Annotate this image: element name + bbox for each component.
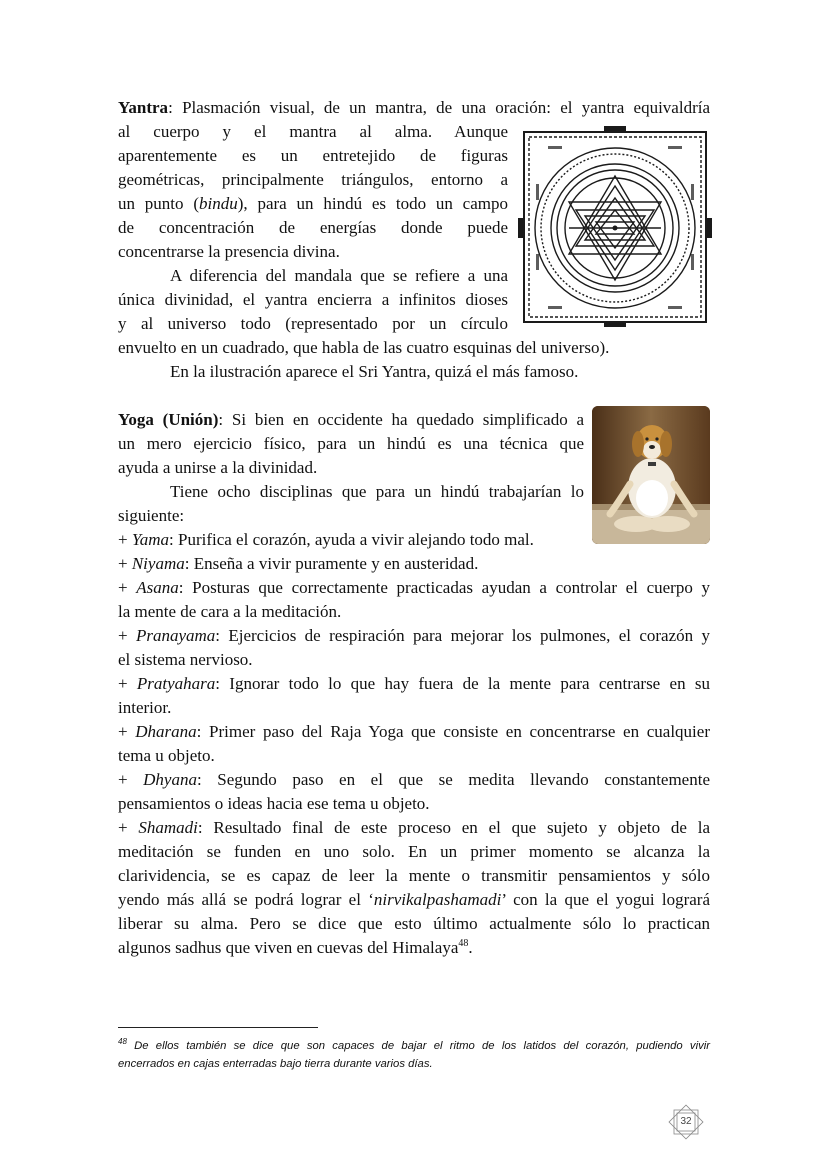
yantra-p2-line-4: envuelto en un cuadrado, que habla de las cuatro esquinas del universo). [118,338,610,357]
yoga-item-pranayama-cont: el sistema nervioso. [118,650,253,669]
yoga-item-shamadi-l5: liberar su alma. Pero se dice que esto último actualmente sólo lo practican [118,914,710,933]
yantra-line-1: Yantra: Plasmación visual, de un mantra, de una oración: el yantra equivaldría [118,98,710,117]
yoga-item-pratyahara-cont: interior. [118,698,172,717]
yoga-item-shamadi-l3: clarividencia, se es capaz de leer la mente o transmitir pensamientos y sólo [118,866,710,885]
yoga-item-asana-cont: la mente de cara a la meditación. [118,602,342,621]
yantra-line-2: al cuerpo y el mantra al alma. Aunque [118,122,508,141]
yoga-term: Yoga (Unión) [118,410,219,429]
yoga-item-dhyana-cont: pensamientos o ideas hacia ese tema u objeto. [118,794,430,813]
yoga-item-niyama: + Niyama: Enseña a vivir puramente y en austeridad. [118,554,479,573]
yoga-item-pratyahara: + Pratyahara: Ignorar todo lo que hay fuera de la mente para centrarse en su [118,674,710,693]
footnote-separator [118,1027,318,1028]
yantra-line-7: concentrarse la presencia divina. [118,242,340,261]
yoga-dog-photo [592,406,710,544]
yantra-p2-line-3: y al universo todo (representado por un círculo [118,314,508,333]
yoga-line-2: un mero ejercicio físico, para un hindú es una técnica que [118,434,584,453]
footnote-line-2: encerrados en cajas enterradas bajo tierra durante varios días. [118,1058,433,1070]
yoga-line-1: Yoga (Unión): Si bien en occidente ha quedado simplificado a [118,410,584,429]
meditating-dog-icon [592,406,710,544]
yantra-p3: En la ilustración aparece el Sri Yantra, quizá el más famoso. [170,362,579,381]
yoga-item-dharana-cont: tema u objeto. [118,746,215,765]
page-number-ornament [666,1102,706,1142]
yoga-item-shamadi-l6: algunos sadhus que viven en cuevas del Himalaya$^{48}$. [118,938,473,957]
footnote-line-1: $^{48}$ De ellos también se dice que son capaces de bajar el ritmo de los latidos del corazón, pudiendo vivir [118,1037,710,1052]
footnote-reference: 48 [458,938,469,949]
sri-yantra-image [518,124,712,328]
sri-yantra-icon [518,124,712,328]
yantra-p2-line-2: única divinidad, el yantra encierra a infinitos dioses [118,290,508,309]
yoga-item-dhyana: + Dhyana: Segundo paso en el que se medita llevando constantemente [118,770,710,789]
yoga-item-shamadi-l2: meditación se funden en uno solo. En un primer momento se alcanza la [118,842,710,861]
yoga-item-yama: + Yama: Purifica el corazón, ayuda a vivir alejando todo mal. [118,530,534,549]
yoga-line-3: ayuda a unirse a la divinidad. [118,458,318,477]
yantra-line-3: aparentemente es un entretejido de figuras [118,146,508,165]
yantra-term: Yantra [118,98,169,117]
footnote-number: 48 [118,1037,127,1046]
footnote [118,1037,710,1073]
yoga-p2-line-2: siguiente: [118,506,185,525]
yoga-p2-line-1: Tiene ocho disciplinas que para un hindú trabajarían lo [170,482,584,501]
yoga-item-shamadi-l4: yendo más allá se podrá lograr el ‘nirvikalpashamadi’ con la que el yogui logrará [118,890,710,909]
page-number: 32 [680,1116,692,1127]
yantra-line-5: un punto (bindu), para un hindú es todo un campo [118,194,508,213]
yoga-item-shamadi: + Shamadi: Resultado final de este proceso en el que sujeto y objeto de la [118,818,710,837]
yantra-line-6: de concentración de energías donde puede [118,218,508,237]
yoga-item-asana: + Asana: Posturas que correctamente practicadas ayudan a controlar el cuerpo y [118,578,710,597]
yantra-line-4: geométricas, principalmente triángulos, entorno a [118,170,508,189]
yoga-item-dharana: + Dharana: Primer paso del Raja Yoga que consiste en concentrarse en cualquier [118,722,710,741]
yantra-p2-line-1: A diferencia del mandala que se refiere a una [170,266,508,285]
yoga-item-pranayama: + Pranayama: Ejercicios de respiración para mejorar los pulmones, el corazón y [118,626,710,645]
